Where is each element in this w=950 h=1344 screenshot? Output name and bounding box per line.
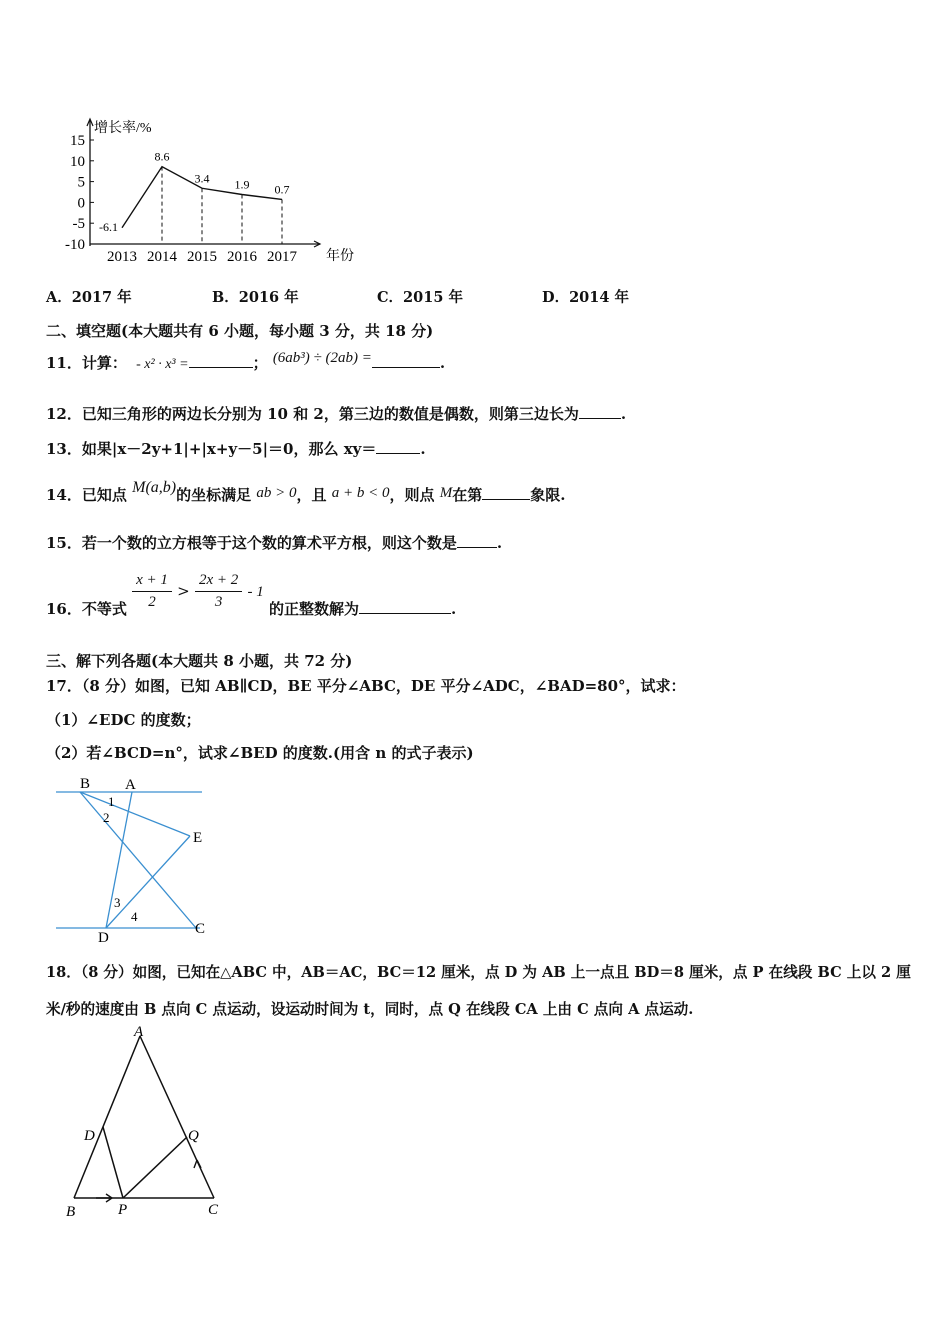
x-tick-label: 2015 [187,249,217,265]
q17-label-d: D [98,930,109,946]
x-tick-label: 2016 [227,249,257,265]
section-3-title: 三、解下列各题(本大题共 8 小题，共 72 分) [46,652,353,670]
y-tick-label: 0 [77,195,85,212]
question-17-part-2: （2）若∠BCD=n°，试求∠BED 的度数.(用含 n 的式子表示) [46,744,474,762]
q17-angle-3: 3 [114,895,121,910]
q12-blank[interactable] [579,404,621,419]
option-b[interactable]: B．2016 年 [212,289,299,306]
q17-angle-4: 4 [131,909,138,924]
q18-label-a: A [134,1024,144,1040]
question-17-part-1: （1）∠EDC 的度数； [46,711,201,729]
y-tick-label: -5 [72,216,85,233]
data-label: 3.4 [194,171,210,186]
q17-figure [50,772,220,947]
x-axis-label: 年份 [326,249,354,264]
q16-fraction-1: $\frac{x + 1}{2}$ [132,572,172,611]
q18-figure [60,1024,230,1224]
q15-blank[interactable] [457,533,497,548]
question-18-line-1: 18．（8 分）如图，已知在△ABC 中，AB＝AC，BC＝12 厘米，点 D 为 AB 上一点且 BD＝8 厘米，点 P 在线段 BC 上以 2 厘 [46,964,911,981]
question-15: 15．若一个数的立方根等于这个数的算术平方根，则这个数是 . [46,534,503,552]
data-label: 0.7 [274,182,290,197]
q17-label-e: E [193,830,203,846]
q13-blank[interactable] [376,439,420,454]
q17-angle-2: 2 [103,810,110,825]
q16-blank[interactable] [359,599,451,614]
y-tick-label: 15 [70,133,85,149]
q16-fraction-2: $\frac{2x + 2}{3}$ [195,572,242,611]
option-a[interactable]: A．2017 年 [46,289,132,306]
q17-angle-1: 1 [108,794,115,809]
option-d[interactable]: D．2014 年 [542,289,629,306]
q17-label-c: C [195,921,206,937]
section-2-title: 二、填空题(本大题共有 6 小题，每小题 3 分，共 18 分) [46,322,434,340]
y-axis-label: 增长率/% [94,121,152,136]
y-tick-label: 10 [70,153,85,170]
q18-label-p: P [118,1202,128,1218]
q14-point: M(a,b) [132,479,177,496]
q17-label-b: B [80,776,91,792]
q18-label-q: Q [188,1128,199,1144]
data-label: 8.6 [154,149,170,164]
x-tick-label: 2017 [267,249,297,265]
q11-blank-2[interactable] [372,353,440,368]
question-13: 13．如果|x－2y+1|+|x+y－5|＝0，那么 xy＝ . [46,440,426,458]
y-tick-label: 5 [77,174,85,191]
q18-label-d: D [84,1128,95,1144]
q11-expression-1: - x² · x³ = [136,357,189,372]
q14-blank[interactable] [482,485,530,500]
question-18-line-2: 米/秒的速度由 B 点向 C 点运动，设运动时间为 t，同时，点 Q 在线段 CA 上由 C 点向 A 点运动. [46,1001,694,1018]
q14-m: M [439,485,453,501]
question-12: 12．已知三角形的两边长分别为 10 和 2，第三边的数值是偶数，则第三边长为 . [46,405,627,423]
y-tick-label: -10 [65,237,85,253]
question-17-stem: 17．（8 分）如图，已知 AB∥CD，BE 平分∠ABC，DE 平分∠ADC，∠BAD=80°，试求： [46,677,686,695]
data-label: -6.1 [99,219,118,234]
x-tick-label: 2014 [147,249,177,265]
q18-label-c: C [208,1202,219,1218]
q18-label-b: B [66,1204,76,1220]
q11-blank-1[interactable] [189,353,253,368]
q11-expression-2: (6ab³) ÷ (2ab) = [272,350,372,366]
q17-label-a: A [125,777,136,793]
x-tick-label: 2013 [107,249,137,265]
question-16: 16．不等式 $\frac{x + 1}{2}$ > $\frac{2x + 2}{3}$ - 1 的正整数解为 . [46,572,457,618]
growth-rate-chart [50,112,360,272]
question-11: 11．计算： - x² · x³ = ； (6ab³) ÷ (2ab) = . [46,350,446,372]
q14-condition-1: ab > 0 [256,485,297,501]
option-c[interactable]: C．2015 年 [377,289,463,306]
question-14: 14．已知点 M(a,b)的坐标满足 ab > 0，且 a + b < 0，则点 M在第 象限. [46,479,566,504]
q14-condition-2: a + b < 0 [331,485,390,501]
data-label: 1.9 [234,177,250,192]
